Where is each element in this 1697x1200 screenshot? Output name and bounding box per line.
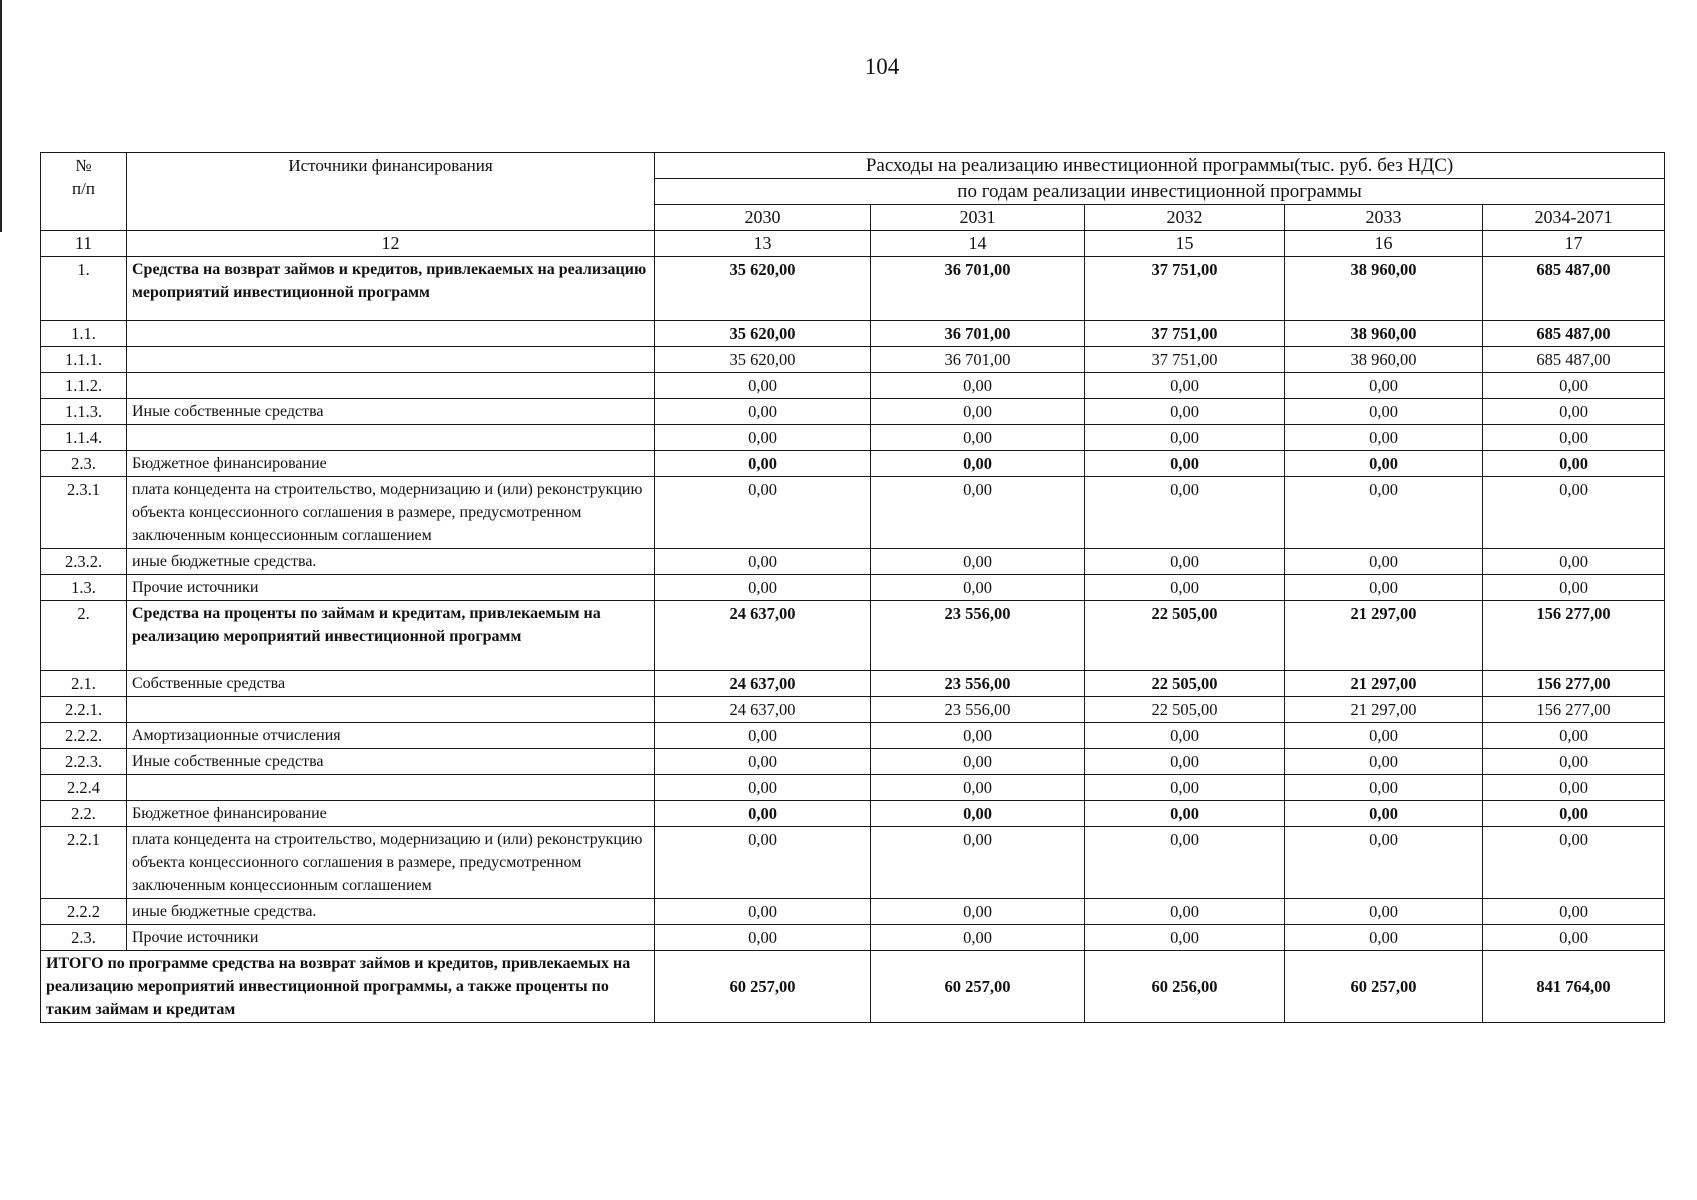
row-value: 0,00 — [871, 925, 1085, 951]
row-value: 0,00 — [1483, 801, 1665, 827]
table-row — [41, 477, 1665, 549]
row-value: 0,00 — [1483, 549, 1665, 575]
table-row — [41, 549, 1665, 575]
row-value: 0,00 — [1285, 723, 1483, 749]
row-value: 0,00 — [655, 425, 871, 451]
row-value: 0,00 — [1285, 749, 1483, 775]
row-source-label: Бюджетное финансирование — [127, 801, 655, 827]
table-row — [41, 899, 1665, 925]
row-value: 35 620,00 — [655, 347, 871, 373]
header-row-1 — [41, 153, 1665, 179]
row-number: 2.2.2. — [41, 723, 127, 749]
row-number: 1.1.3. — [41, 399, 127, 425]
row-value: 0,00 — [1085, 723, 1285, 749]
row-number: 2.2.2 — [41, 899, 127, 925]
header-year: 2034-2071 — [1483, 205, 1665, 231]
total-label: ИТОГО по программе средства на возврат займов и кредитов, привлекаемых на реализацию мероприятий инвестиционной программы, а также проценты по таким займам и кредитам — [41, 951, 655, 1023]
row-value: 35 620,00 — [655, 257, 871, 321]
row-source-label: плата концедента на строительство, модернизацию и (или) реконструкцию объекта концессионного соглашения в размере, предусмотренном заключенным концессионным соглашением — [127, 827, 655, 899]
header-expenses-title: Расходы на реализацию инвестиционной программы(тыс. руб. без НДС) — [655, 153, 1665, 179]
row-source-label — [127, 373, 655, 399]
column-number: 11 — [41, 231, 127, 257]
row-value: 24 637,00 — [655, 601, 871, 671]
row-source-label: Иные собственные средства — [127, 399, 655, 425]
row-number: 2.1. — [41, 671, 127, 697]
column-number: 17 — [1483, 231, 1665, 257]
header-year: 2032 — [1085, 205, 1285, 231]
row-value: 24 637,00 — [655, 671, 871, 697]
total-value: 60 256,00 — [1085, 951, 1285, 1023]
row-value: 0,00 — [1085, 775, 1285, 801]
row-number: 2.2.4 — [41, 775, 127, 801]
row-number: 1.1.4. — [41, 425, 127, 451]
row-value: 0,00 — [1085, 801, 1285, 827]
row-value: 0,00 — [655, 801, 871, 827]
column-number: 14 — [871, 231, 1085, 257]
row-value: 0,00 — [1483, 925, 1665, 951]
row-value: 0,00 — [1483, 425, 1665, 451]
table-row — [41, 749, 1665, 775]
row-value: 22 505,00 — [1085, 601, 1285, 671]
row-value: 0,00 — [1085, 827, 1285, 899]
row-value: 0,00 — [655, 549, 871, 575]
row-value: 0,00 — [1085, 899, 1285, 925]
row-value: 0,00 — [655, 399, 871, 425]
row-number: 1.1. — [41, 321, 127, 347]
row-value: 0,00 — [1285, 899, 1483, 925]
row-value: 685 487,00 — [1483, 321, 1665, 347]
header-by-years: по годам реализации инвестиционной программы — [655, 179, 1665, 205]
row-value: 38 960,00 — [1285, 257, 1483, 321]
row-value: 0,00 — [871, 723, 1085, 749]
row-value: 23 556,00 — [871, 671, 1085, 697]
row-value: 0,00 — [1285, 373, 1483, 399]
row-source-label: Средства на проценты по займам и кредитам, привлекаемым на реализацию мероприятий инвестиционной программ — [127, 601, 655, 671]
total-value: 60 257,00 — [871, 951, 1085, 1023]
column-number: 13 — [655, 231, 871, 257]
row-value: 37 751,00 — [1085, 321, 1285, 347]
row-source-label: Прочие источники — [127, 575, 655, 601]
row-number: 2.2.3. — [41, 749, 127, 775]
row-source-label: иные бюджетные средства. — [127, 549, 655, 575]
table-row — [41, 451, 1665, 477]
row-value: 0,00 — [1085, 477, 1285, 549]
table-row — [41, 425, 1665, 451]
total-row — [41, 951, 1665, 1023]
row-source-label: плата концедента на строительство, модернизацию и (или) реконструкцию объекта концессионного соглашения в размере, предусмотренном заключенным концессионным соглашением — [127, 477, 655, 549]
row-value: 0,00 — [1483, 477, 1665, 549]
row-value: 21 297,00 — [1285, 697, 1483, 723]
row-value: 0,00 — [655, 775, 871, 801]
row-value: 0,00 — [655, 477, 871, 549]
header-year: 2030 — [655, 205, 871, 231]
row-value: 36 701,00 — [871, 257, 1085, 321]
row-value: 0,00 — [1285, 477, 1483, 549]
row-value: 0,00 — [1483, 399, 1665, 425]
row-value: 0,00 — [871, 899, 1085, 925]
table-row — [41, 925, 1665, 951]
row-value: 0,00 — [1285, 451, 1483, 477]
row-value: 0,00 — [655, 373, 871, 399]
row-value: 0,00 — [1285, 775, 1483, 801]
row-value: 38 960,00 — [1285, 321, 1483, 347]
header-source-cell: Источники финансирования — [127, 153, 655, 231]
row-value: 0,00 — [871, 575, 1085, 601]
row-value: 0,00 — [871, 801, 1085, 827]
row-value: 0,00 — [1483, 749, 1665, 775]
row-number: 2.3.1 — [41, 477, 127, 549]
row-value: 0,00 — [871, 451, 1085, 477]
page-number: 104 — [864, 54, 900, 79]
row-value: 156 277,00 — [1483, 601, 1665, 671]
total-value: 841 764,00 — [1483, 951, 1665, 1023]
column-number: 15 — [1085, 231, 1285, 257]
row-value: 0,00 — [1483, 451, 1665, 477]
row-value: 0,00 — [655, 925, 871, 951]
table-row — [41, 801, 1665, 827]
row-value: 36 701,00 — [871, 321, 1085, 347]
row-value: 156 277,00 — [1483, 697, 1665, 723]
row-value: 0,00 — [1483, 575, 1665, 601]
row-value: 0,00 — [871, 827, 1085, 899]
row-number: 2.3. — [41, 925, 127, 951]
total-value: 60 257,00 — [1285, 951, 1483, 1023]
row-value: 0,00 — [1285, 827, 1483, 899]
row-number: 2.2.1 — [41, 827, 127, 899]
table-row — [41, 399, 1665, 425]
row-value: 0,00 — [1285, 399, 1483, 425]
table-row — [41, 827, 1665, 899]
row-value: 38 960,00 — [1285, 347, 1483, 373]
row-source-label: Прочие источники — [127, 925, 655, 951]
row-value: 36 701,00 — [871, 347, 1085, 373]
row-value: 22 505,00 — [1085, 671, 1285, 697]
scan-edge-line — [0, 0, 2, 232]
row-value: 37 751,00 — [1085, 347, 1285, 373]
row-value: 0,00 — [1085, 925, 1285, 951]
row-value: 0,00 — [1285, 575, 1483, 601]
row-value: 0,00 — [1285, 549, 1483, 575]
row-value: 0,00 — [655, 575, 871, 601]
row-value: 0,00 — [1483, 373, 1665, 399]
row-value: 0,00 — [871, 749, 1085, 775]
row-value: 0,00 — [1285, 925, 1483, 951]
row-source-label: Бюджетное финансирование — [127, 451, 655, 477]
row-value: 0,00 — [655, 451, 871, 477]
row-value: 0,00 — [1085, 575, 1285, 601]
column-number: 12 — [127, 231, 655, 257]
table-row — [41, 321, 1665, 347]
row-source-label — [127, 425, 655, 451]
row-value: 37 751,00 — [1085, 257, 1285, 321]
row-value: 23 556,00 — [871, 697, 1085, 723]
row-value: 22 505,00 — [1085, 697, 1285, 723]
row-source-label: Собственные средства — [127, 671, 655, 697]
header-number-cell: № п/п — [41, 153, 127, 231]
row-value: 0,00 — [655, 749, 871, 775]
row-value: 0,00 — [1285, 425, 1483, 451]
total-value: 60 257,00 — [655, 951, 871, 1023]
row-value: 0,00 — [871, 373, 1085, 399]
row-source-label: Амортизационные отчисления — [127, 723, 655, 749]
table-row — [41, 347, 1665, 373]
row-value: 0,00 — [655, 899, 871, 925]
row-value: 21 297,00 — [1285, 671, 1483, 697]
row-value: 0,00 — [1085, 549, 1285, 575]
table-row — [41, 257, 1665, 321]
row-value: 0,00 — [1285, 801, 1483, 827]
table-row — [41, 723, 1665, 749]
row-value: 0,00 — [655, 827, 871, 899]
row-value: 21 297,00 — [1285, 601, 1483, 671]
row-value: 0,00 — [871, 775, 1085, 801]
row-source-label: Иные собственные средства — [127, 749, 655, 775]
row-value: 0,00 — [1483, 775, 1665, 801]
row-number: 2.2.1. — [41, 697, 127, 723]
row-number: 1.3. — [41, 575, 127, 601]
header-year: 2031 — [871, 205, 1085, 231]
row-source-label — [127, 347, 655, 373]
row-value: 685 487,00 — [1483, 347, 1665, 373]
row-source-label: иные бюджетные средства. — [127, 899, 655, 925]
row-value: 0,00 — [1483, 827, 1665, 899]
row-source-label — [127, 321, 655, 347]
row-value: 0,00 — [1085, 451, 1285, 477]
row-source-label — [127, 775, 655, 801]
row-value: 0,00 — [1085, 425, 1285, 451]
column-numbers-row — [41, 231, 1665, 257]
row-value: 0,00 — [871, 425, 1085, 451]
row-value: 156 277,00 — [1483, 671, 1665, 697]
row-value: 35 620,00 — [655, 321, 871, 347]
row-value: 0,00 — [1483, 899, 1665, 925]
table-row — [41, 671, 1665, 697]
table-row — [41, 575, 1665, 601]
table-row — [41, 373, 1665, 399]
financing-table — [40, 152, 1665, 1023]
row-number: 2.3. — [41, 451, 127, 477]
row-value: 24 637,00 — [655, 697, 871, 723]
row-value: 0,00 — [871, 399, 1085, 425]
row-number: 2.3.2. — [41, 549, 127, 575]
row-number: 1. — [41, 257, 127, 321]
row-number: 1.1.2. — [41, 373, 127, 399]
column-number: 16 — [1285, 231, 1483, 257]
table-row — [41, 775, 1665, 801]
table-row — [41, 697, 1665, 723]
row-value: 0,00 — [1085, 749, 1285, 775]
row-value: 0,00 — [871, 549, 1085, 575]
row-value: 0,00 — [1085, 399, 1285, 425]
row-value: 0,00 — [655, 723, 871, 749]
row-number: 1.1.1. — [41, 347, 127, 373]
row-value: 23 556,00 — [871, 601, 1085, 671]
row-value: 685 487,00 — [1483, 257, 1665, 321]
row-number: 2.2. — [41, 801, 127, 827]
row-source-label: Средства на возврат займов и кредитов, привлекаемых на реализацию мероприятий инвестиционной программ — [127, 257, 655, 321]
table-row — [41, 601, 1665, 671]
row-value: 0,00 — [1483, 723, 1665, 749]
row-value: 0,00 — [871, 477, 1085, 549]
row-value: 0,00 — [1085, 373, 1285, 399]
row-source-label — [127, 697, 655, 723]
row-number: 2. — [41, 601, 127, 671]
header-year: 2033 — [1285, 205, 1483, 231]
